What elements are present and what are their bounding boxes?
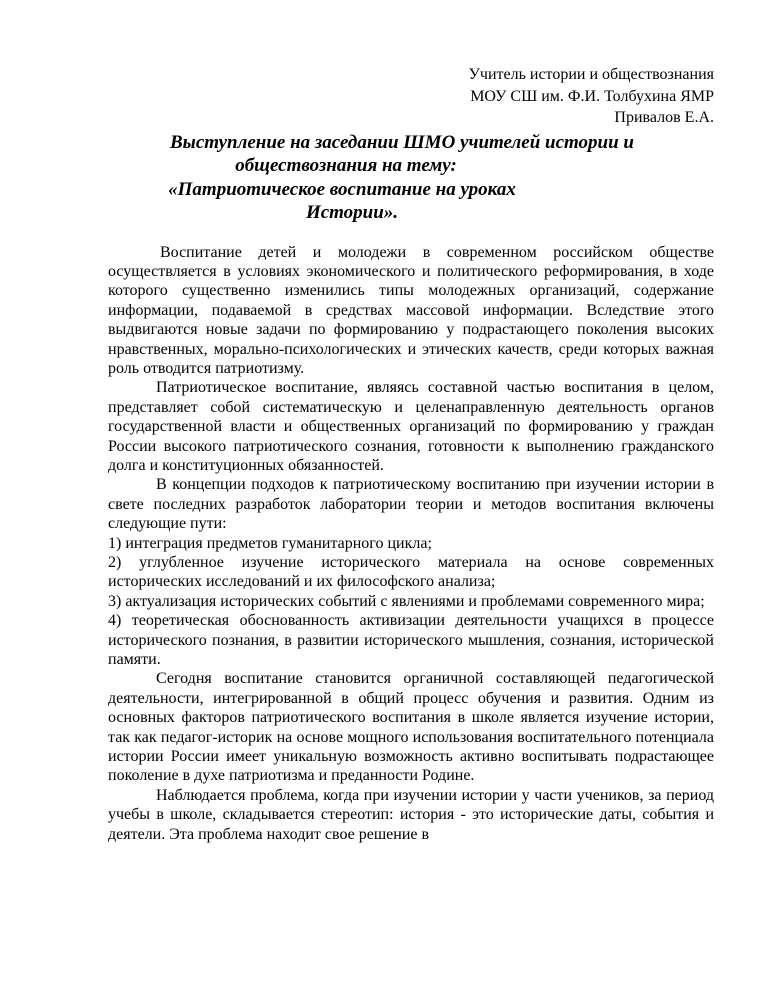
list-item-1: 1) интеграция предметов гуманитарного цикла; (108, 534, 432, 552)
paragraph-3: В концепции подходов к патриотическому воспитанию при изучении истории в свете последних разработок лаборатории теории и методов воспитания включены следующие пути: (108, 476, 714, 533)
title-line-1: Выступление на заседании ШМО учителей истории и (170, 131, 634, 153)
paragraph-5: Наблюдается проблема, когда при изучении истории у части учеников, за период учебы в школе, складывается стереотип: история - это исторические даты, события и деятели. Эта проблема находит свое решение в (108, 786, 714, 843)
list-item-3: 3) актуализация исторических событий с явлениями и проблемами современного мира; (108, 592, 705, 610)
title-line-3: «Патриотическое воспитание на уроках (168, 178, 516, 200)
document-page (108, 64, 714, 844)
author-block (108, 64, 714, 129)
paragraph-4: Сегодня воспитание становится органичной составляющей педагогической деятельности, интегрированной в общий процесс обучения и развития. Одним из основных факторов патриотического воспитания в школе является изучение истории, так как педагог-историк на основе мощного использования воспитательного потенциала истории России имеет уникальную возможность активно воспитывать подрастающее поколение в духе патриотизма и преданности Родине. (108, 670, 714, 785)
author-name: Привалов Е.А. (614, 109, 714, 126)
paragraph-1: Воспитание детей и молодежи в современном российском обществе осуществляется в условиях экономического и политического реформирования, в ходе которого существенно изменились типы молодежных организаций, содержание информации, подаваемой в средствах массовой информации. Вследствие этого выдвигаются новые задачи по формированию у подрастающего поколения высоких нравственных, морально-психологических и этических качеств, среди которых важная роль отводится патриотизму. (108, 243, 714, 377)
title-line-2: обществознания на тему: (235, 155, 457, 176)
author-school: МОУ СШ им. Ф.И. Толбухина ЯМР (470, 87, 714, 105)
document-title (108, 131, 714, 225)
author-position: Учитель истории и обществознания (468, 66, 714, 83)
list-item-2: 2) углубленное изучение исторического материала на основе современных исторических исследований и их философского анализа; (108, 554, 714, 591)
paragraph-2: Патриотическое воспитание, являясь составной частью воспитания в целом, представляет собой систематическую и целенаправленную деятельность органов государственной власти и общественных организаций по формированию у граждан России высокого патриотического сознания, готовности к выполнению гражданского долга и конституционных обязанностей. (108, 379, 714, 474)
document-body (108, 243, 714, 845)
list-item-4: 4) теоретическая обоснованность активизации деятельности учащихся в процессе исторического познания, в развитии исторического мышления, сознания, исторической памяти. (108, 612, 714, 669)
title-line-4: Истории». (305, 202, 399, 223)
